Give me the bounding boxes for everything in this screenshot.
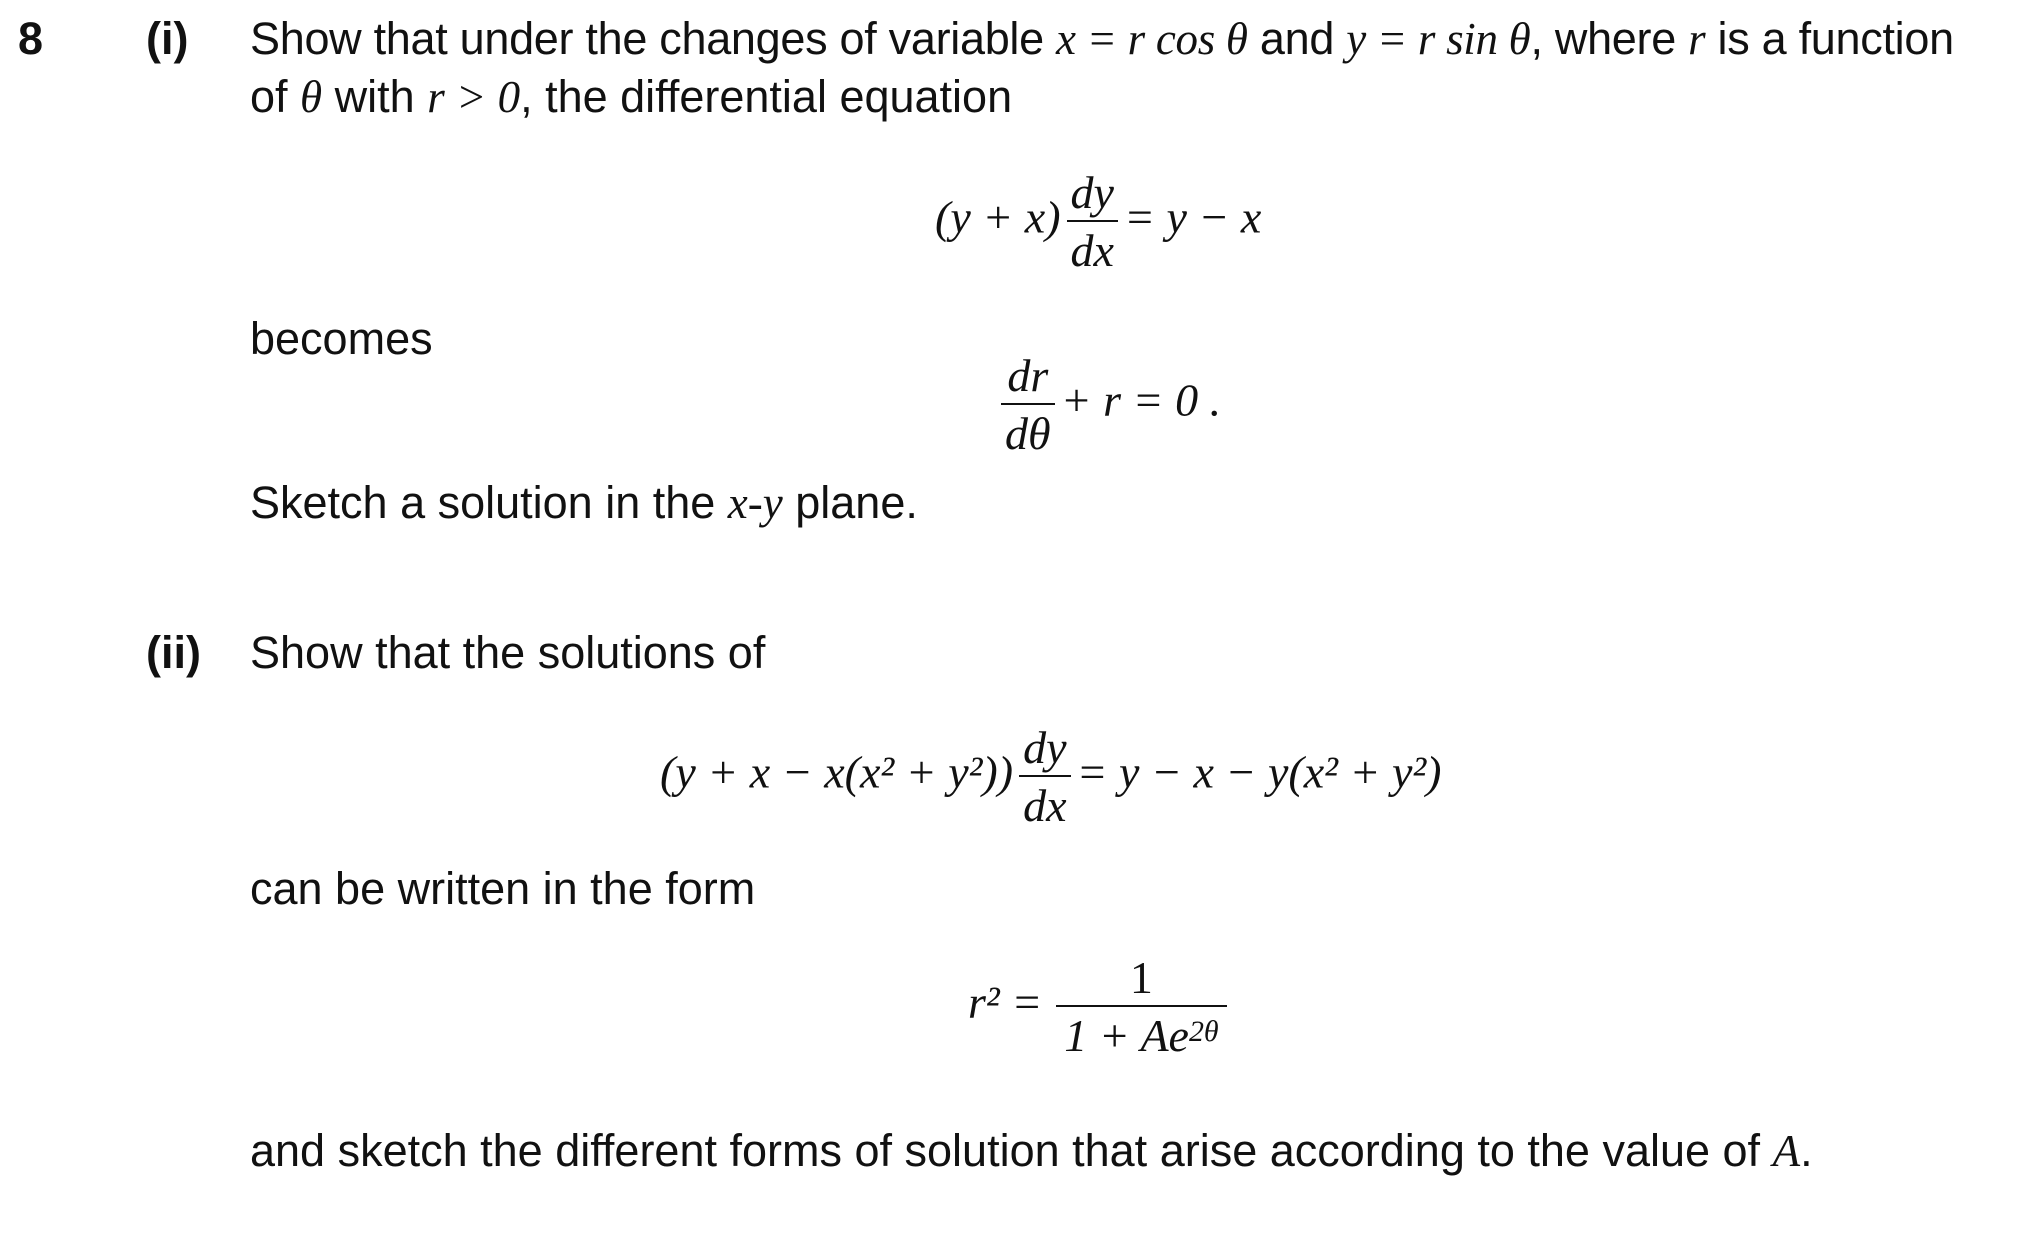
question-number: 8 [18, 13, 44, 64]
part-i-label: (i) [146, 13, 189, 64]
part-ii-intro: Show that the solutions of [250, 627, 766, 678]
equation-3 [660, 722, 1442, 831]
equation-2 [995, 350, 1222, 459]
eq2-right: + r = 0 . [1060, 374, 1222, 426]
eq1-numerator: dy [1070, 167, 1114, 218]
eq4-left: r² = [968, 976, 1043, 1028]
final-pre: and sketch the different forms of solution that arise according to the value of [250, 1125, 1773, 1176]
part-i-line2-with: with [322, 71, 428, 122]
eq1-fraction [1067, 167, 1118, 276]
y-substitution: y = r sin θ [1346, 14, 1531, 64]
eq2-numerator: dr [1007, 350, 1049, 401]
eq1-right: = y − x [1123, 191, 1262, 243]
equation-1 [935, 167, 1262, 276]
part-i-line1-post-b: is a function [1705, 13, 1954, 64]
eq2-fraction [1001, 350, 1055, 459]
theta-variable: θ [300, 72, 323, 122]
part-i-line2-post: , the differential equation [520, 71, 1013, 122]
eq4-denominator: $1 + Ae^{2\theta}$ [1056, 1005, 1226, 1059]
part-i-line1-pre: Show that under the changes of variable [250, 13, 1057, 64]
part-i-line1-post-a: , where [1530, 13, 1689, 64]
form-text: can be written in the form [250, 863, 756, 914]
part-i-line2 [250, 71, 1013, 122]
sketch-post: plane. [782, 477, 918, 528]
x-substitution: x = r cos θ [1056, 14, 1248, 64]
equation-4 [968, 952, 1233, 1061]
sketch-pre: Sketch a solution in the [250, 477, 728, 528]
eq3-fraction [1019, 722, 1070, 831]
eq3-right: = y − x − y(x² + y²) [1076, 746, 1442, 798]
eq3-denominator: dx [1019, 775, 1070, 829]
part-ii-label: (ii) [146, 627, 201, 678]
becomes-text: becomes [250, 313, 433, 364]
r-variable: r [1688, 14, 1706, 64]
eq1-left: (y + x) [935, 191, 1061, 243]
eq4-fraction [1056, 952, 1226, 1061]
sketch-instruction-i [250, 477, 918, 528]
eq3-numerator: dy [1023, 722, 1067, 773]
final-instruction [250, 1125, 1813, 1176]
final-post: . [1800, 1125, 1813, 1176]
part-i-line2-pre: of [250, 71, 301, 122]
eq3-left: (y + x − x(x² + y²)) [660, 746, 1014, 798]
constant-a: A [1772, 1126, 1801, 1176]
eq2-denominator: dθ [1001, 403, 1055, 457]
eq1-denominator: dx [1067, 220, 1118, 274]
eq4-numerator: 1 [1129, 952, 1153, 1003]
part-i-line1 [250, 13, 1954, 64]
r-condition: r > 0 [427, 72, 521, 122]
part-i-line1-and: and [1247, 13, 1347, 64]
sketch-plane-vars: x-y [727, 478, 783, 528]
